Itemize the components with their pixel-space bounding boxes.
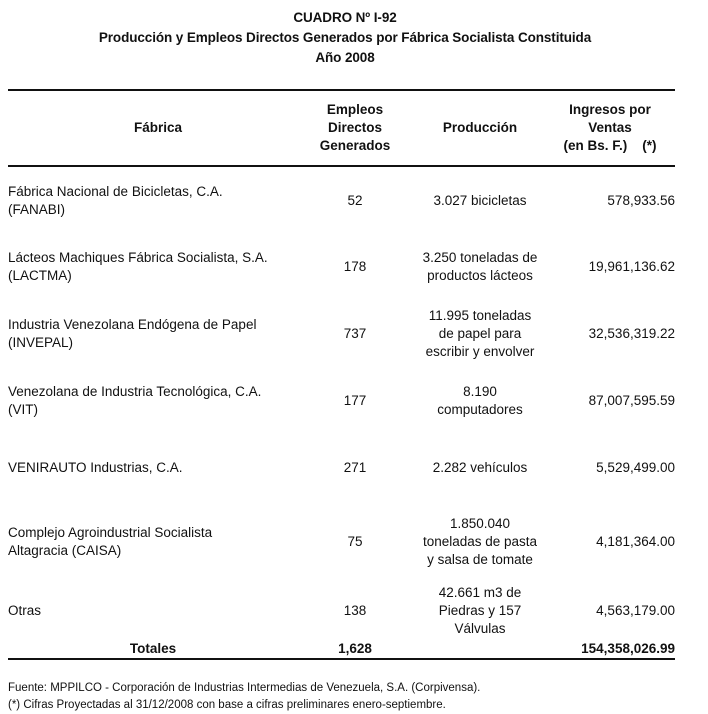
cell-produccion: 11.995 toneladas de papel para escribir y envolver [425,308,535,359]
cell-fabrica: Lácteos Machiques Fábrica Socialista, S.A. (LACTMA) [8,250,268,283]
cell-produccion: 8.190 computadores [437,384,523,417]
cell-ingresos: 5,529,499.00 [596,460,675,475]
header-produccion: Producción [442,120,518,135]
header-fabrica: Fábrica [133,120,183,135]
cell-fabrica: Venezolana de Industria Tecnológica, C.A. (VIT) [8,384,262,417]
totals-ingresos: 154,358,026.99 [581,641,675,656]
cell-empleos: 178 [343,259,367,274]
cell-empleos: 75 [347,534,363,549]
cell-ingresos: 19,961,136.62 [588,259,675,274]
cell-empleos: 271 [343,460,367,475]
cell-ingresos: 4,181,364.00 [596,534,675,549]
cell-ingresos: 578,933.56 [607,193,675,208]
cell-fabrica: Otras [8,603,42,618]
cell-produccion: 1.850.040 toneladas de pasta y salsa de tomate [422,516,538,567]
cell-fabrica: VENIRAUTO Industrias, C.A. [8,460,183,475]
cell-empleos: 737 [343,326,367,341]
header-ingresos: Ingresos por Ventas (en Bs. F.) (*) [563,102,657,153]
cell-ingresos: 32,536,319.22 [588,326,675,341]
table-notes [8,680,480,714]
cell-ingresos: 4,563,179.00 [596,603,675,618]
totals-label: Totales [129,641,177,656]
header-empleos: Empleos Directos Generados [319,102,391,153]
totals-empleos: 1,628 [338,641,372,656]
footnote: (*) Cifras Proyectadas al 31/12/2008 con base a cifras preliminares enero-septiembre. [8,699,446,711]
top-rule [8,89,675,91]
table-title [0,8,690,68]
cell-ingresos: 87,007,595.59 [588,393,675,408]
cell-empleos: 177 [343,393,367,408]
bottom-rule [8,658,675,660]
source-note: Fuente: MPPILCO - Corporación de Industrias Intermedias de Venezuela, S.A. (Corpivensa). [8,682,481,694]
cell-fabrica: Complejo Agroindustrial Socialista Altagracia (CAISA) [8,525,213,558]
cell-produccion: 2.282 vehículos [432,460,528,475]
header-rule [8,165,675,167]
cell-empleos: 52 [347,193,363,208]
title-line-2: Producción y Empleos Directos Generados por Fábrica Socialista Constituida [98,30,592,45]
cell-produccion: 3.027 bicicletas [433,193,527,208]
cell-fabrica: Fábrica Nacional de Bicicletas, C.A. (FANABI) [8,184,223,217]
cell-fabrica: Industria Venezolana Endógena de Papel (INVEPAL) [8,317,257,350]
cell-empleos: 138 [343,603,367,618]
cell-produccion: 3.250 toneladas de productos lácteos [422,250,538,283]
title-line-3: Año 2008 [315,50,375,65]
cell-produccion: 42.661 m3 de Piedras y 157 Válvulas [438,585,522,636]
title-line-1: CUADRO Nº I-92 [293,10,397,25]
